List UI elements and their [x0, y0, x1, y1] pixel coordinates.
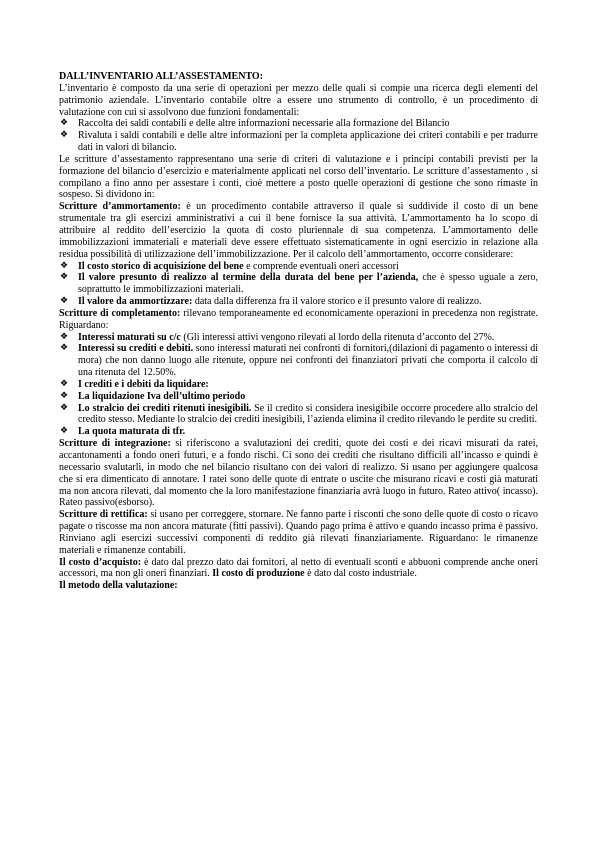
integrazione-label: Scritture di integrazione: [59, 438, 171, 450]
integrazione-paragraph: Scritture di integrazione: si riferiscono a svalutazioni dei crediti, quote dei costi e dei ricavi misurati da ratei, accantonamenti a fondo oneri futuri, e a fondo rischi. Ci sono dei crediti che risultano difficili all’incasso e quindi è necessario svalutarli, in modo che nel bilancio risultano con dei valori di realizzo. Si usano per aggiungere qualcosa che si era dimenticato di annotare. I ratei sono delle quote di entrate o uscite che misurano ricavi e costi già maturati ma non ancora rilevati, dal momento che la loro manifestazione finanziaria avrà luogo in futuro. Rateo attivo( incasso). Rateo passivo(esborso). [59, 438, 539, 509]
list-item: ❖ La quota maturata di tfr. [60, 426, 186, 438]
diamond-bullet-icon: ❖ [60, 390, 69, 401]
costi-paragraph: Il costo d’acquisto: è dato dal prezzo dato dai fornitori, al netto di eventuali sconti e abbuoni comprende anche oneri accessori, ma non gli oneri finanziari. Il costo di produzione è dato dal costo industriale. [59, 556, 538, 580]
completamento-paragraph: Scritture di completamento: rilevano temporaneamente ed economicamente operazioni in precedenza non registrate. Riguardano: [59, 307, 538, 331]
list-item: ❖ I crediti e i debiti da liquidare: [60, 378, 209, 390]
intro-paragraph: L’inventario è composto da una serie di operazioni per mezzo delle quali si compie una ricerca degli elementi del patrimonio aziendale. L’inventario contabile oltre a essere uno strumento di controllo, è un procedimento di valutazione con cui si assolvono due funzioni fondamentali: [59, 82, 538, 118]
diamond-bullet-icon: ❖ [60, 343, 69, 354]
diamond-bullet-icon: ❖ [60, 130, 69, 141]
completamento-label: Scritture di completamento: [59, 307, 181, 319]
functions-list [59, 118, 538, 154]
list-item: ❖ Rivaluta i saldi contabili e delle altre informazioni per la completa applicazione dei criteri contabili e per tradurre dati in valori di bilancio. [60, 130, 538, 154]
diamond-bullet-icon: ❖ [60, 426, 69, 437]
list-item: ❖ Il valore da ammortizzare: data dalla differenza fra il valore storico e il presunto valore di realizzo. [60, 296, 482, 308]
diamond-bullet-icon: ❖ [60, 272, 69, 283]
ammortamento-list [59, 261, 538, 308]
rettifica-label: Scritture di rettifica: [59, 509, 148, 521]
list-item: ❖ Lo stralcio dei crediti ritenuti inesigibili. Se il credito si considera inesigibile occorre procedere allo stralcio del credito stesso. Mediante lo stralcio dei crediti inesigibili, l’azienda elimina il credito rilevando le perdite su crediti. [60, 402, 538, 426]
completamento-list [59, 332, 538, 439]
document-page [59, 71, 538, 592]
list-item: ❖ Il costo storico di acquisizione del bene e comprende eventuali oneri accessori [60, 260, 399, 272]
diamond-bullet-icon: ❖ [60, 331, 69, 342]
ammortamento-label: Scritture d’ammortamento: [59, 201, 181, 213]
metodo-heading: Il metodo della valutazione: [59, 580, 178, 592]
list-item: ❖ Raccolta dei saldi contabili e delle altre informazioni necessarie alla formazione del Bilancio [60, 118, 450, 130]
list-item: ❖ Il valore presunto di realizzo al termine della durata del bene per l’azienda, che è spesso uguale a zero, soprattutto le immobilizzazioni materiali. [60, 272, 538, 296]
diamond-bullet-icon: ❖ [60, 260, 69, 271]
rettifica-paragraph: Scritture di rettifica: si usano per correggere, stornare. Ne fanno parte i risconti che sono delle quote di costo o ricavo pagate o riscosse ma non ancora maturate (fitti passivi). Quando pago prima è attivo e quando incasso prima è passivo. Rinviano agli esercizi successivi componenti di reddito già rilevati finanziariamente. Riguardano: le rimanenze materiali e rimanenze contabili. [59, 509, 538, 556]
diamond-bullet-icon: ❖ [60, 378, 69, 389]
list-item: ❖ Interessi su crediti e debiti. sono interessi maturati nei confronti di fornitori,(dilazioni di pagamento o interessi di mora) che non danno luogo alle ritenute, oppure nei confronti dei finanziatori privati che comporta il calcolo di una ritenuta del 12.50%. [60, 343, 538, 379]
ammortamento-paragraph: Scritture d’ammortamento: è un procedimento contabile attraverso il quale si suddivide il costo di un bene strumentale tra gli esercizi amministrativi a cui il bene fornisce la sua attività. L’ammortamento ha lo scopo di attribuire al reddito dell’esercizio la quota di costo pluriennale di sua competenza. L’ammortamento delle immobilizzazioni immateriali e materiali deve essere effettuato sistematicamente in ogni esercizio in relazione alla residua possibilità di utilizzazione dell’immobilizzazione. Per il calcolo dell’ammortamento, occorre considerare: [59, 201, 538, 260]
diamond-bullet-icon: ❖ [60, 402, 69, 413]
diamond-bullet-icon: ❖ [60, 296, 69, 307]
list-item: ❖ Interessi maturati su c/c (Gli interessi attivi vengono rilevati al lordo della ritenuta d’acconto del 27%. [60, 331, 495, 343]
section-title: DALL’INVENTARIO ALL’ASSESTAMENTO: [59, 71, 264, 82]
costo-acquisto-label: Il costo d’acquisto: [59, 556, 142, 568]
diamond-bullet-icon: ❖ [60, 118, 69, 129]
costo-produzione-label: Il costo di produzione [212, 568, 305, 580]
list-item: ❖ La liquidazione Iva dell’ultimo periodo [60, 390, 246, 402]
assestamento-paragraph: Le scritture d’assestamento rappresentano una serie di criteri di valutazione e i principi contabili previsti per la formazione del bilancio d’esercizio e materialmente applicati nel corso dell’inventario. Le scritture d’assestamento , si compilano a fino anno per assestare i conti, cioè mettere a posto quelle operazioni di gestione che sono rimaste in sospeso. Si dividono in: [59, 153, 538, 201]
